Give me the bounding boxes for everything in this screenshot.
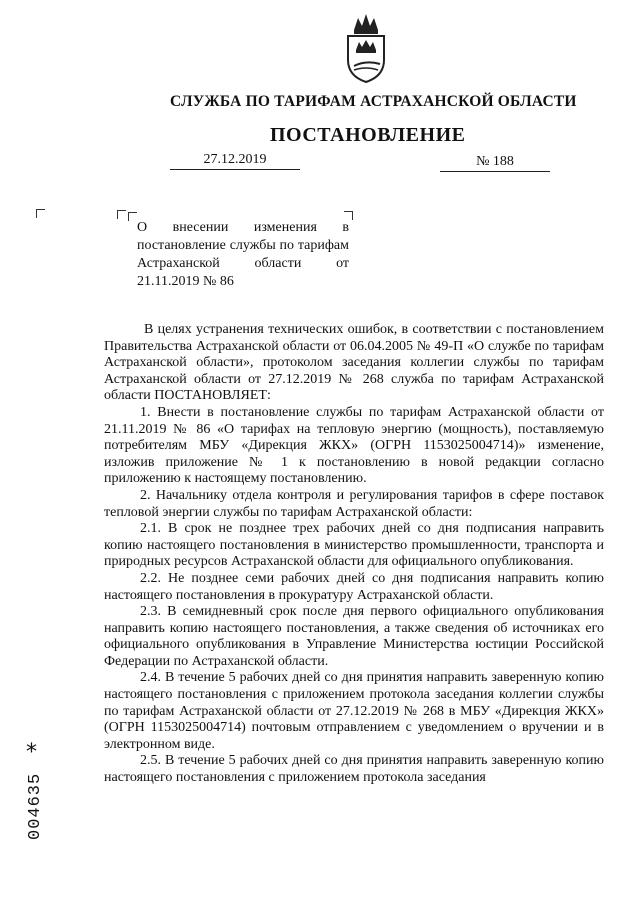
stamp-serial: 004635 [26,772,45,840]
stamp-star: * [26,740,37,765]
document-body [104,322,604,787]
clause-2-2: 2.2. Не позднее семи рабочих дней со дня подписания направить копию настоящего постановления в прокуратуру Астраханской области. [104,570,604,603]
clause-2-5: 2.5. В течение 5 рабочих дней со дня принятия направить заверенную копию настоящего постановления с приложением протокола заседания [104,753,604,786]
document-type: ПОСТАНОВЛЕНИЕ [270,124,466,146]
clause-2-3: 2.3. В семидневный срок после дня первого официального опубликования направить копию настоящего постановления, а также сведения об источниках его официального опубликования в Управление Министерства юстиции Российской Федерации по Астраханской области. [104,604,604,669]
clause-2: 2. Начальнику отдела контроля и регулирования тарифов в сфере поставок тепловой энергии службы по тарифам Астраханской области: [104,487,604,520]
subject-text: О внесении изменения в постановление службы по тарифам Астраханской области от 21.11.2019 № 86 [137,220,349,289]
clause-2-1: 2.1. В срок не позднее трех рабочих дней со дня подписания направить копию настоящего постановления в министерство промышленности, транспорта и природных ресурсов Астраханской области для официального опубликования. [104,521,604,570]
document-date: 27.12.2019 [170,151,300,170]
document-number: № 188 [440,153,550,172]
corner-mark [36,209,45,218]
clause-2-4: 2.4. В течение 5 рабочих дней со дня принятия направить заверенную копию настоящего постановления с приложением протокола заседания коллегии службы по тарифам Астраханской области от 27.12.2019 № 268 в МБУ «Дирекция ЖКХ» (ОГРН 1153025004714) почтовым отправлением с уведомлением о вручении и в электронном виде. [104,670,604,752]
preamble-paragraph: В целях устранения технических ошибок, в соответствии с постановлением Правительства Астраханской области от 06.04.2005 № 49-П «О службе по тарифам Астраханской области», протоколом заседания коллегии службы по тарифам Астраханской области от 27.12.2019 № 268 служба по тарифам Астраханской области ПОСТАНОВЛЯЕТ: [104,322,604,404]
corner-mark [128,212,137,221]
corner-mark [117,210,126,219]
document-subject [137,219,349,291]
clause-1: 1. Внести в постановление службы по тарифам Астраханской области от 21.11.2019 № 86 «О тарифах на тепловую энергию (мощность), поставляемую потребителям МБУ «Дирекция ЖКХ» (ОГРН 1153025004714)» изменение, изложив приложение № 1 к постановлению в новой редакции согласно приложению к настоящему постановлению. [104,404,604,487]
coat-of-arms-icon [340,10,392,84]
agency-name: СЛУЖБА ПО ТАРИФАМ АСТРАХАНСКОЙ ОБЛАСТИ [170,93,577,110]
